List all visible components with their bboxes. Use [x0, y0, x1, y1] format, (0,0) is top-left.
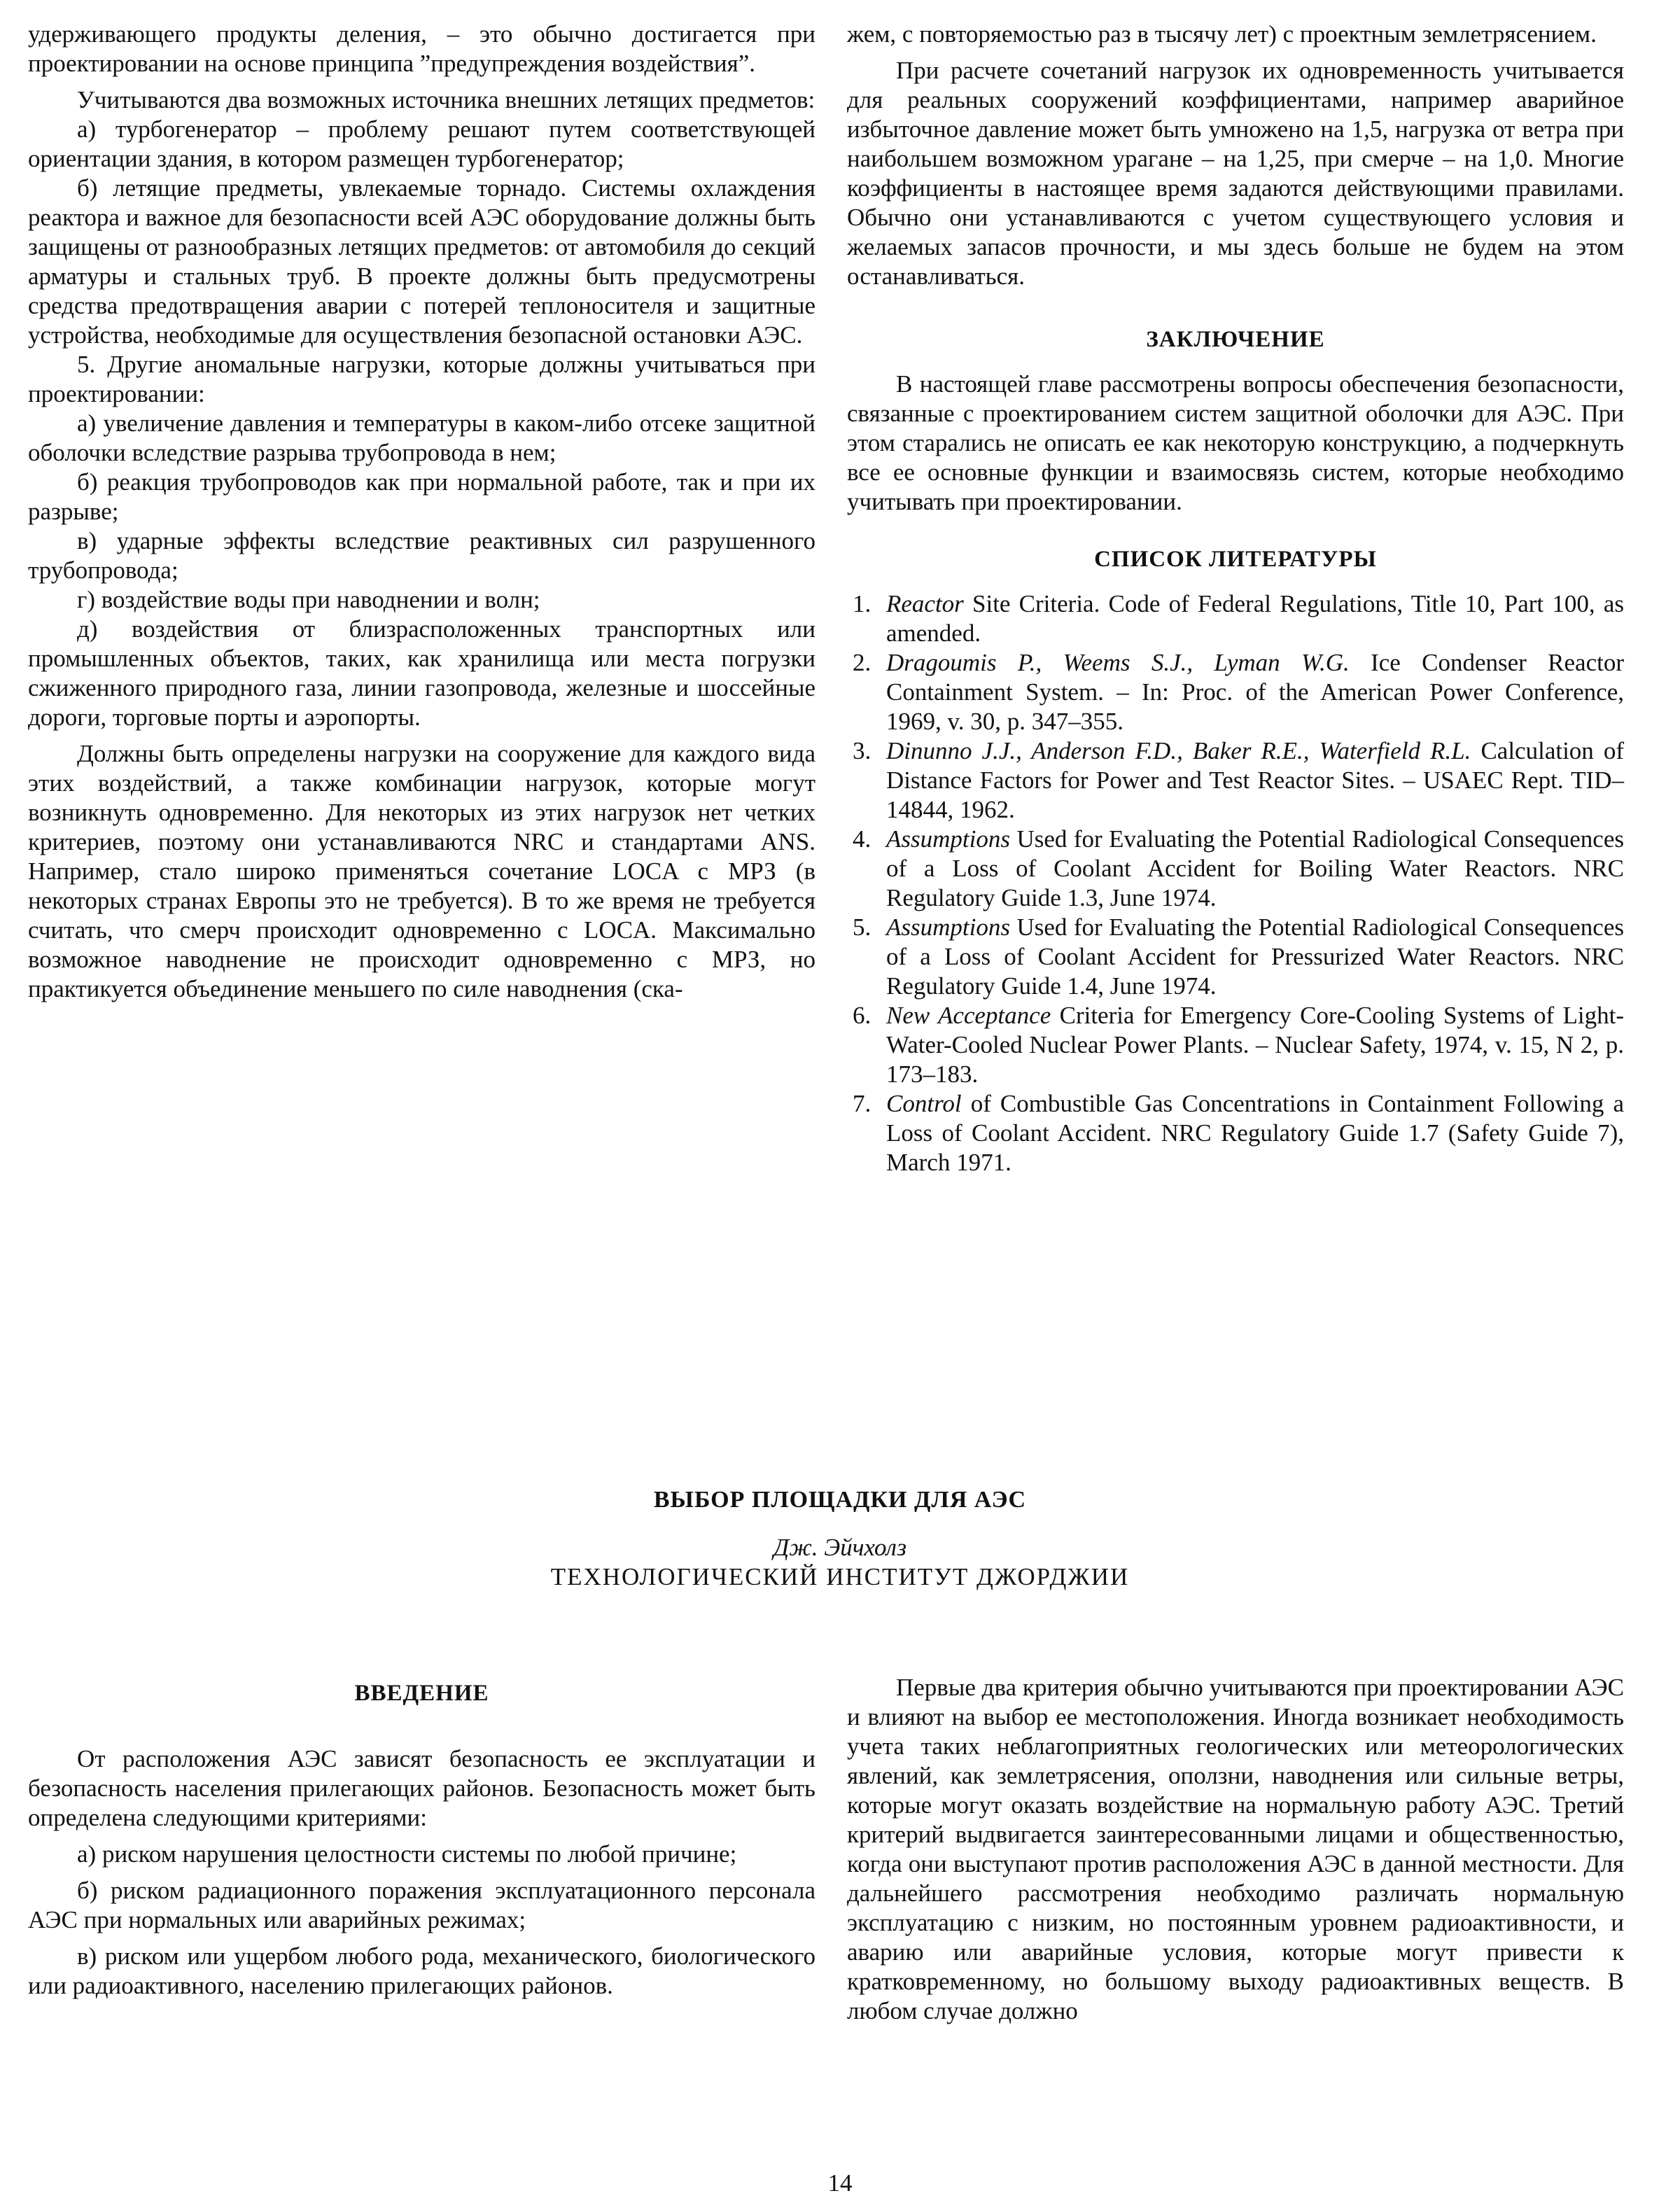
- reference-item: 4. Assumptions Used for Evaluating the Potential Radiological Consequences of a Loss of Coolant Accident for Boiling Water Reactors. NRC Regulatory Guide 1.3, June 1974.: [853, 825, 1624, 911]
- reference-item: 3. Dinunno J.J., Anderson F.D., Baker R.E., Waterfield R.L. Calculation of Distance Factors for Power and Test Reactor Sites. – USAEC Rept. TID–14844, 1962.: [853, 737, 1624, 823]
- paragraph: б) летящие предметы, увлекаемые торнадо. Системы охлаждения реактора и важное для безопасности всей АЭС оборудование должны быть защищены от разнообразных летящих предметов: от автомобиля до секций арматуры и стальных труб. В проекте должны быть предусмотрены средства предотвращения аварии с потерей теплоносителя и защитные устройства, необходимые для осуществления безопасной остановки АЭС.: [28, 174, 816, 349]
- intro-heading: ВВЕДЕНИЕ: [354, 1681, 489, 1706]
- references-heading: СПИСОК ЛИТЕРАТУРЫ: [1094, 547, 1377, 572]
- paragraph: 5. Другие аномальные нагрузки, которые должны учитываться при проектировании:: [28, 351, 816, 407]
- conclusion-heading: ЗАКЛЮЧЕНИЕ: [1146, 327, 1325, 352]
- paragraph: При расчете сочетаний нагрузок их одновременность учитывается для реальных сооружений коэффициентами, например аварийное избыточное давление может быть умножено на 1,5, нагрузка от ветра при наибольшем возможном урагане – на 1,25, при смерче – на 1,0. Многие коэффициенты в настоящее время задаются действующими правилами. Обычно они устанавливаются с учетом существующего условия и желаемых запасов прочности, и мы здесь больше не будем на этом останавливаться.: [847, 57, 1624, 290]
- reference-item: 1. Reactor Site Criteria. Code of Federal Regulations, Title 10, Part 100, as amended.: [853, 590, 1624, 647]
- paragraph: От расположения АЭС зависят безопасность ее эксплуатации и безопасность населения прилегающих районов. Безопасность может быть определена следующими критериями:: [28, 1745, 816, 1831]
- article-title: ВЫБОР ПЛОЩАДКИ ДЛЯ АЭС: [653, 1487, 1027, 1513]
- intro-right-column: [847, 1673, 1624, 2026]
- paragraph: д) воздействия от близрасположенных транспортных или промышленных объектов, таких, как хранилища или места погрузки сжиженного природного газа, линии газопровода, железные и шоссейные дороги, торговые порты и аэропорты.: [28, 615, 816, 731]
- article-author: Дж. Эйчхолз: [773, 1534, 907, 1561]
- references-list: [847, 589, 1624, 1177]
- paragraph: Должны быть определены нагрузки на сооружение для каждого вида этих воздействий, а также комбинации нагрузок, которые могут возникнуть одновременно. Для некоторых из этих нагрузок нет четких критериев, поэтому они устанавливаются NRC и стандартами ANS. Например, стало широко применяться сочетание LOCA с МРЗ (в некоторых странах Европы это не требуется). В то же время не требуется считать, что смерч происходит одновременно с LOCA. Максимально возможное наводнение не происходит одновременно с МРЗ, но практикуется объединение меньшего по силе наводнения (ска-: [28, 740, 816, 1002]
- intro-left-column: [28, 1679, 816, 2001]
- paragraph: удерживающего продукты деления, – это обычно достигается при проектировании на основе принципа ”предупреждения воздействия”.: [28, 20, 816, 77]
- top-left-column: [28, 20, 816, 1004]
- paragraph: а) турбогенератор – проблему решают путем соответствующей ориентации здания, в котором размещен турбогенератор;: [28, 115, 816, 172]
- paragraph: г) воздействие воды при наводнении и волн;: [77, 586, 540, 613]
- paragraph: в) ударные эффекты вследствие реактивных сил разрушенного трубопровода;: [28, 527, 816, 584]
- paragraph: Первые два критерия обычно учитываются при проектировании АЭС и влияют на выбор ее местоположения. Иногда возникает необходимость учета таких неблагоприятных геологических или метеорологических явлений, как землетрясения, оползни, наводнения или сильные ветры, которые могут оказать воздействие на нормальную работу АЭС. Третий критерий выдвигается заинтересованными лицами и общественностью, когда они выступают против расположения АЭС в данной местности. Для дальнейшего рассмотрения необходимо различать нормальную эксплуатацию с низким, но постоянным уровнем радиоактивности, и аварию или аварийные условия, которые могут привести к кратковременному, но большому выходу радиоактивных веществ. В любом случае должно: [847, 1674, 1624, 2024]
- paragraph: Учитываются два возможных источника внешних летящих предметов:: [77, 86, 816, 113]
- article-institution: ТЕХНОЛОГИЧЕСКИЙ ИНСТИТУТ ДЖОРДЖИИ: [550, 1563, 1130, 1590]
- conclusion-text: В настоящей главе рассмотрены вопросы обеспечения безопасности, связанные с проектированием систем защитной оболочки для АЭС. При этом старались не описать ее как некоторую конструкцию, а подчеркнуть все ее основные функции и взаимосвязь систем, которые необходимо учитывать при проектировании.: [847, 370, 1624, 515]
- paragraph: а) риском нарушения целостности системы по любой причине;: [77, 1840, 737, 1868]
- page-number: 14: [827, 2169, 853, 2197]
- reference-item: 2. Dragoumis P., Weems S.J., Lyman W.G. Ice Condenser Reactor Containment System. – In: Proc. of the American Power Conference, 1969, v. 30, p. 347–355.: [853, 649, 1624, 735]
- reference-item: 7. Control of Combustible Gas Concentrations in Containment Following a Loss of Coolant Accident. NRC Regulatory Guide 1.7 (Safety Guide 7), March 1971.: [853, 1090, 1624, 1176]
- paragraph: а) увеличение давления и температуры в каком-либо отсеке защитной оболочки вследствие разрыва трубопровода в нем;: [28, 410, 816, 466]
- paragraph: в) риском или ущербом любого рода, механического, биологического или радиоактивного, населению прилегающих районов.: [28, 1942, 816, 1999]
- paragraph: б) риском радиационного поражения эксплуатационного персонала АЭС при нормальных или аварийных режимах;: [28, 1877, 816, 1933]
- paragraph: жем, с повторяемостью раз в тысячу лет) с проектным землетрясением.: [847, 20, 1597, 48]
- top-right-column: [847, 20, 1624, 1177]
- reference-item: 5. Assumptions Used for Evaluating the Potential Radiological Consequences of a Loss of Coolant Accident for Pressurized Water Reactors. NRC Regulatory Guide 1.4, June 1974.: [853, 913, 1624, 1000]
- reference-item: 6. New Acceptance Criteria for Emergency Core-Cooling Systems of Light-Water-Cooled Nuclear Power Plants. – Nuclear Safety, 1974, v. 15, N 2, p. 173–183.: [853, 1002, 1624, 1088]
- paragraph: б) реакция трубопроводов как при нормальной работе, так и при их разрыве;: [28, 468, 816, 525]
